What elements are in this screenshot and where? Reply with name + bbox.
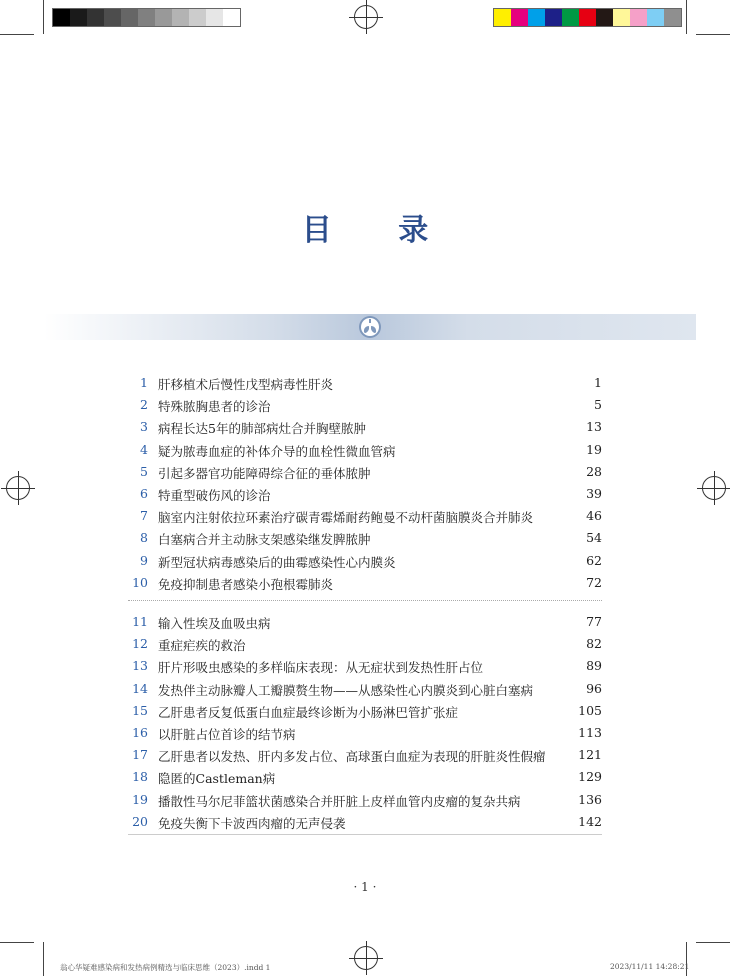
toc-entry-number: 14 [132, 680, 148, 696]
toc-bottom-rule [128, 834, 602, 835]
page-title: 目 录 [301, 213, 457, 248]
color-swatch [70, 9, 87, 26]
toc-entry-page: 121 [578, 747, 602, 763]
toc-entry-number: 3 [140, 419, 148, 435]
toc-entry-title: 疑为脓毒血症的补体介导的血栓性微血管病 [158, 443, 396, 459]
toc-entry-page: 13 [586, 419, 602, 435]
toc-entry-number: 13 [132, 658, 148, 674]
toc-group-divider [128, 600, 602, 601]
color-swatch [596, 9, 613, 26]
toc-entry[interactable] [128, 397, 602, 419]
registration-mark-right [702, 476, 726, 500]
grayscale-color-bar [52, 8, 241, 27]
registration-mark-bottom [354, 946, 378, 970]
toc-entry-title: 新型冠状病毒感染后的曲霉感染性心内膜炎 [158, 554, 396, 570]
color-swatch [647, 9, 664, 26]
toc-entry[interactable] [128, 508, 602, 530]
toc-entry[interactable] [128, 375, 602, 397]
toc-entry[interactable] [128, 614, 602, 636]
toc-entry-title: 白塞病合并主动脉支架感染继发脾脓肿 [158, 532, 371, 548]
toc-entry-title: 重症疟疾的救治 [158, 638, 246, 654]
toc-entry-page: 142 [578, 813, 602, 829]
footer-file-name: 翁心华疑难感染病和发热病例精选与临床思维（2023）.indd 1 [60, 963, 271, 972]
toc-entry-number: 8 [140, 530, 148, 546]
toc-entry-number: 2 [140, 397, 148, 413]
color-swatch [613, 9, 630, 26]
toc-entry-number: 17 [132, 747, 148, 763]
color-swatch [562, 9, 579, 26]
toc-entry-title: 脑室内注射依拉环素治疗碳青霉烯耐药鲍曼不动杆菌脑膜炎合并肺炎 [158, 510, 534, 526]
toc-entry[interactable] [128, 792, 602, 814]
color-swatch [494, 9, 511, 26]
toc-entry-title: 隐匿的Castleman病 [158, 771, 276, 787]
crop-mark [686, 0, 687, 34]
toc-entry-number: 11 [132, 614, 148, 629]
toc-entry-page: 113 [578, 725, 602, 740]
toc-entry[interactable] [128, 814, 602, 836]
toc-entry-title: 肝片形吸虫感染的多样临床表现：从无症状到发热性肝占位 [158, 660, 484, 676]
color-swatch [121, 9, 138, 26]
toc-entry[interactable] [128, 419, 602, 441]
toc-entry-title: 引起多器官功能障碍综合征的垂体脓肿 [158, 465, 371, 481]
toc-entry-page: 19 [586, 441, 602, 457]
toc-entry-page: 77 [586, 614, 602, 629]
toc-entry[interactable] [128, 464, 602, 486]
registration-mark-left [6, 476, 30, 500]
toc-entry-page: 39 [586, 486, 602, 501]
toc-entry-title: 输入性埃及血吸虫病 [158, 616, 271, 631]
color-swatch [206, 9, 223, 26]
crop-mark [43, 0, 44, 34]
toc-entry-number: 12 [132, 636, 148, 652]
crop-mark [696, 34, 730, 35]
crop-mark [43, 942, 44, 976]
color-swatch [545, 9, 562, 26]
color-swatch [138, 9, 155, 26]
toc-entry-page: 96 [586, 680, 602, 696]
toc-entry-number: 15 [132, 702, 148, 718]
toc-entry-title: 免疫抑制患者感染小孢根霉肺炎 [158, 576, 334, 592]
toc-entry-title: 免疫失衡下卡波西肉瘤的无声侵袭 [158, 815, 346, 831]
color-swatch [511, 9, 528, 26]
toc-entry[interactable] [128, 636, 602, 658]
toc-entry-title: 特殊脓胸患者的诊治 [158, 399, 271, 415]
toc-entry-page: 28 [586, 463, 602, 479]
color-swatch [189, 9, 206, 26]
toc-entry-number: 19 [132, 791, 148, 807]
toc-entry-number: 20 [132, 813, 148, 829]
toc-entry[interactable] [128, 575, 602, 597]
toc-entry-number: 6 [140, 486, 148, 501]
toc-entry[interactable] [128, 703, 602, 725]
toc-entry-page: 62 [586, 552, 602, 568]
toc-entry-page: 5 [594, 397, 602, 413]
crop-mark [0, 942, 34, 943]
toc-entry-page: 105 [578, 702, 602, 718]
toc-entry-number: 4 [140, 441, 148, 457]
cmyk-color-bar [493, 8, 682, 27]
crop-mark [696, 942, 730, 943]
toc-entry-title: 乙肝患者反复低蛋白血症最终诊断为小肠淋巴管扩张症 [158, 704, 459, 720]
color-swatch [528, 9, 545, 26]
toc-entry-title: 以肝脏占位首诊的结节病 [158, 727, 296, 742]
toc-entry-number: 5 [140, 463, 148, 479]
color-swatch [155, 9, 172, 26]
footer-timestamp: 2023/11/11 14:28:21 [610, 962, 690, 971]
toc-entry-page: 129 [578, 769, 602, 785]
color-swatch [172, 9, 189, 26]
toc-entry-title: 发热伴主动脉瓣人工瓣膜赘生物——从感染性心内膜炎到心脏白塞病 [158, 682, 534, 698]
toc-entry-page: 72 [586, 574, 602, 590]
toc-entry-title: 特重型破伤风的诊治 [158, 488, 271, 503]
registration-mark-top [354, 5, 378, 29]
toc-entry[interactable] [128, 553, 602, 575]
color-swatch [104, 9, 121, 26]
toc-entry[interactable] [128, 658, 602, 680]
toc-entry-number: 1 [140, 375, 148, 390]
toc-entry[interactable] [128, 442, 602, 464]
toc-entry[interactable] [128, 486, 602, 508]
color-swatch [87, 9, 104, 26]
toc-entry-page: 89 [586, 658, 602, 674]
toc-entry[interactable] [128, 747, 602, 769]
color-swatch [53, 9, 70, 26]
toc-entry-number: 10 [132, 574, 148, 590]
toc-entry-number: 16 [132, 725, 148, 740]
toc-entry[interactable] [128, 681, 602, 703]
color-swatch [664, 9, 681, 26]
toc-entry-title: 肝移植术后慢性戊型病毒性肝炎 [158, 377, 334, 392]
crop-mark [0, 34, 34, 35]
toc-entry-page: 82 [586, 636, 602, 652]
toc-entry-title: 乙肝患者以发热、肝内多发占位、高球蛋白血症为表现的肝脏炎性假瘤 [158, 749, 546, 765]
decorative-banner [44, 314, 696, 340]
toc-entry[interactable] [128, 769, 602, 791]
page-number: · 1 · [353, 880, 377, 894]
toc-entry-page: 46 [586, 508, 602, 524]
color-swatch [579, 9, 596, 26]
toc-entry-title: 播散性马尔尼菲篮状菌感染合并肝脏上皮样血管内皮瘤的复杂共病 [158, 793, 521, 809]
color-swatch [223, 9, 240, 26]
toc-entry-number: 18 [132, 769, 148, 785]
toc-entry-page: 136 [578, 791, 602, 807]
toc-entry-title: 病程长达5年的肺部病灶合并胸壁脓肿 [158, 421, 366, 437]
toc-entry-number: 7 [140, 508, 148, 524]
color-swatch [630, 9, 647, 26]
toc-entry[interactable] [128, 530, 602, 552]
toc-entry-page: 54 [586, 530, 602, 546]
toc-entry-page: 1 [594, 375, 602, 390]
toc-entry-number: 9 [140, 552, 148, 568]
lungs-emblem-icon [354, 314, 386, 340]
toc-entry[interactable] [128, 725, 602, 747]
